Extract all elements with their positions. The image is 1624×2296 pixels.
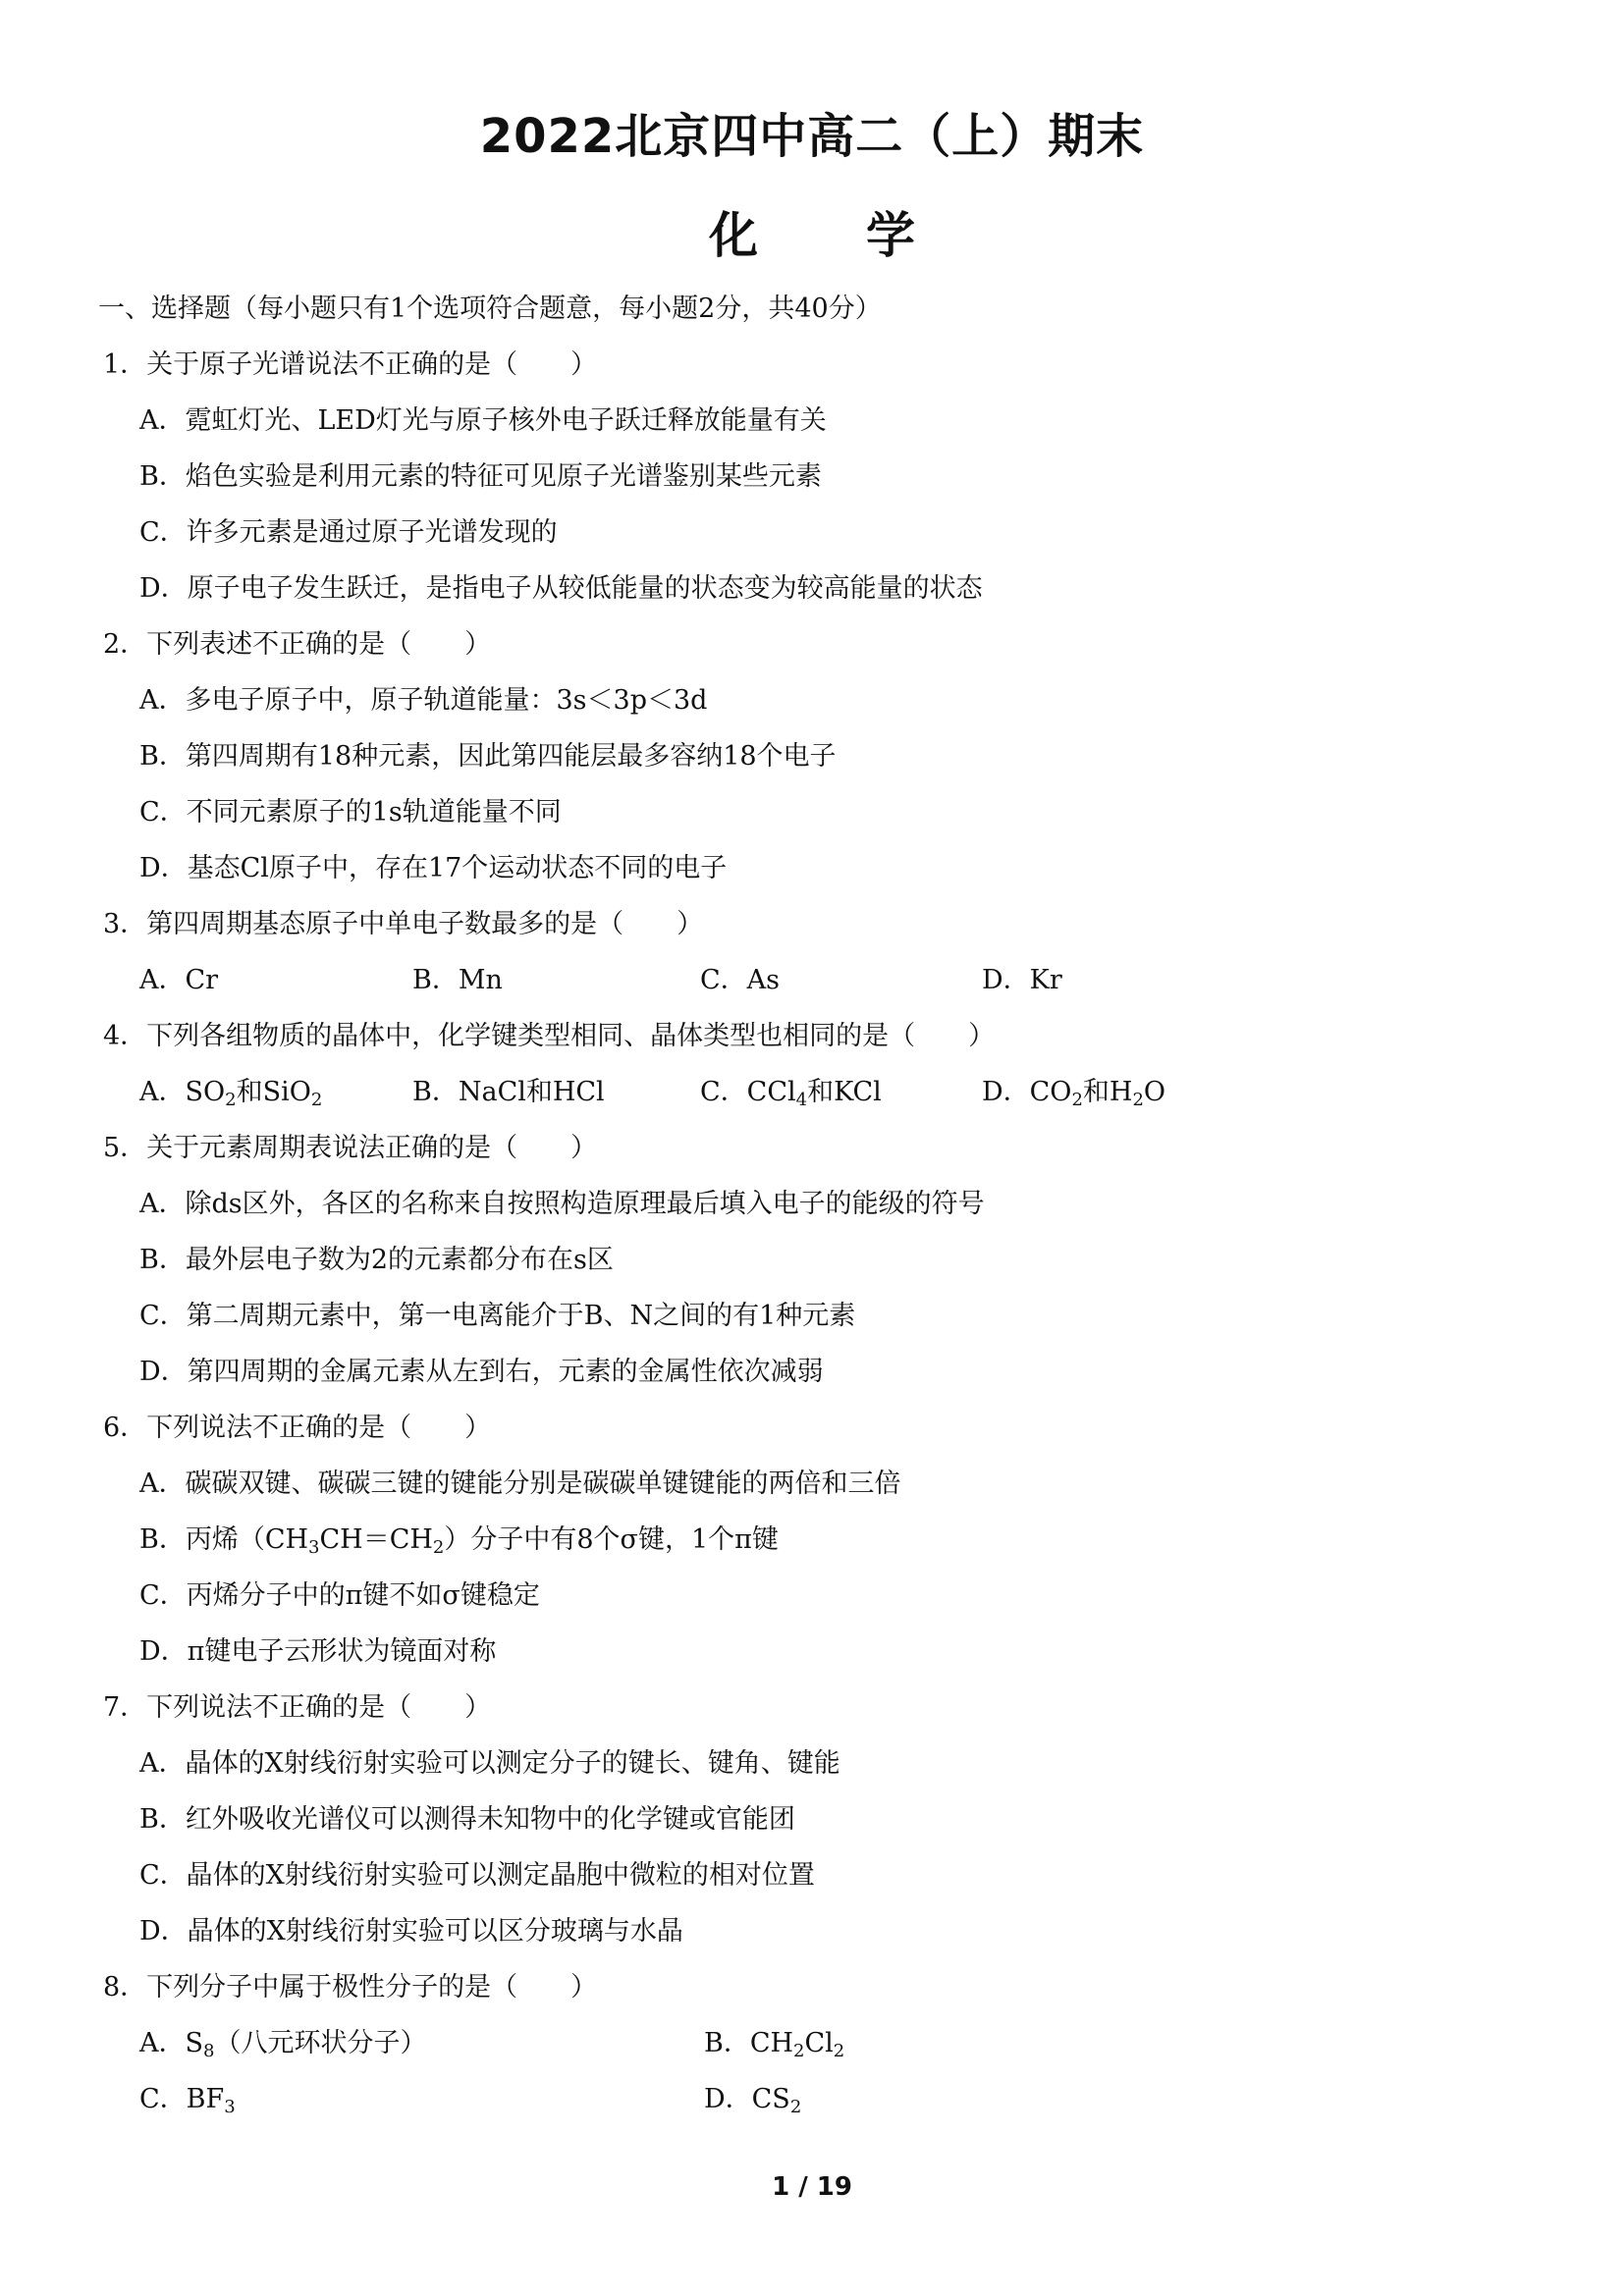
- question-4-option-b: B．NaCl和HCl: [412, 1077, 605, 1107]
- question-8-stem: 8．下列分子中属于极性分子的是（ ）: [103, 1972, 598, 2002]
- subject-title: [0, 196, 1624, 267]
- question-6-option-c: C．丙烯分子中的π键不如σ键稳定: [139, 1580, 540, 1611]
- subject-char-2: 学: [866, 207, 915, 264]
- question-5-option-b: B．最外层电子数为2的元素都分布在s区: [139, 1245, 614, 1275]
- question-7-stem: 7．下列说法不正确的是（ ）: [103, 1692, 492, 1723]
- question-1-option-b: B．焰色实验是利用元素的特征可见原子光谱鉴别某些元素: [139, 461, 822, 492]
- question-7-option-b: B．红外吸收光谱仪可以测得未知物中的化学键或官能团: [139, 1804, 795, 1835]
- question-5-stem: 5．关于元素周期表说法正确的是（ ）: [103, 1133, 598, 1163]
- question-2-option-a: A．多电子原子中，原子轨道能量：3s＜3p＜3d: [139, 685, 708, 716]
- question-5-option-a: A．除ds区外，各区的名称来自按照构造原理最后填入电子的能级的符号: [139, 1189, 985, 1219]
- exam-title: 2022北京四中高二（上）期末: [479, 109, 1145, 164]
- question-1-stem: 1．关于原子光谱说法不正确的是（ ）: [103, 349, 598, 380]
- question-1-option-c: C．许多元素是通过原子光谱发现的: [139, 517, 558, 548]
- question-6-stem: 6．下列说法不正确的是（ ）: [103, 1413, 492, 1443]
- question-4-option-c: C．CCl$_4$和KCl: [700, 1077, 882, 1110]
- question-1-option-a: A．霓虹灯光、LED灯光与原子核外电子跃迁释放能量有关: [139, 405, 827, 436]
- question-2-option-c: C．不同元素原子的1s轨道能量不同: [139, 797, 562, 828]
- question-4-option-a: A．$SO_2$和SiO$_2$: [139, 1077, 323, 1110]
- question-5-option-d: D．第四周期的金属元素从左到右，元素的金属性依次减弱: [139, 1357, 824, 1387]
- question-7-option-a: A．晶体的X射线衍射实验可以测定分子的键长、键角、键能: [139, 1748, 840, 1779]
- question-4-option-d: D．$CO_2$和$H_2O$: [982, 1077, 1166, 1110]
- question-8-option-d: D．$CS_2$: [704, 2084, 802, 2117]
- question-3-stem: 3．第四周期基态原子中单电子数最多的是（ ）: [103, 909, 704, 939]
- question-4-stem: 4．下列各组物质的晶体中，化学键类型相同、晶体类型也相同的是（ ）: [103, 1021, 996, 1051]
- question-3-option-a: A．Cr: [139, 965, 219, 995]
- question-3-option-b: B．Mn: [412, 965, 503, 995]
- question-2-option-b: B．第四周期有18种元素，因此第四能层最多容纳18个电子: [139, 741, 837, 772]
- question-6-option-d: D．π键电子云形状为镜面对称: [139, 1636, 497, 1667]
- question-6-option-b: B．丙烯$(CH_3CH=CH_2)$分子中有8个σ键，1个π键: [139, 1524, 779, 1558]
- question-8-option-a: A．$S_8$（八元环状分子）: [139, 2028, 427, 2061]
- section-heading: 一、选择题（每小题只有1个选项符合题意，每小题2分，共40分）: [98, 294, 882, 324]
- question-8-option-b: B．$CH_2Cl_2$: [704, 2028, 845, 2061]
- question-2-stem: 2．下列表述不正确的是（ ）: [103, 629, 492, 660]
- question-6-option-a: A．碳碳双键、碳碳三键的键能分别是碳碳单键键能的两倍和三倍: [139, 1468, 901, 1499]
- subject-char-1: 化: [709, 207, 758, 264]
- question-8-option-c: C．$BF_3$: [139, 2084, 236, 2117]
- page-number: 1 / 19: [772, 2172, 852, 2202]
- question-5-option-c: C．第二周期元素中，第一电离能介于B、N之间的有1种元素: [139, 1301, 856, 1331]
- question-7-option-c: C．晶体的X射线衍射实验可以测定晶胞中微粒的相对位置: [139, 1860, 815, 1891]
- question-3-option-d: D．Kr: [982, 965, 1062, 995]
- question-1-option-d: D．原子电子发生跃迁，是指电子从较低能量的状态变为较高能量的状态: [139, 573, 983, 604]
- question-3-option-c: C．As: [700, 965, 781, 995]
- question-7-option-d: D．晶体的X射线衍射实验可以区分玻璃与水晶: [139, 1916, 683, 1947]
- question-2-option-d: D．基态Cl原子中，存在17个运动状态不同的电子: [139, 853, 728, 883]
